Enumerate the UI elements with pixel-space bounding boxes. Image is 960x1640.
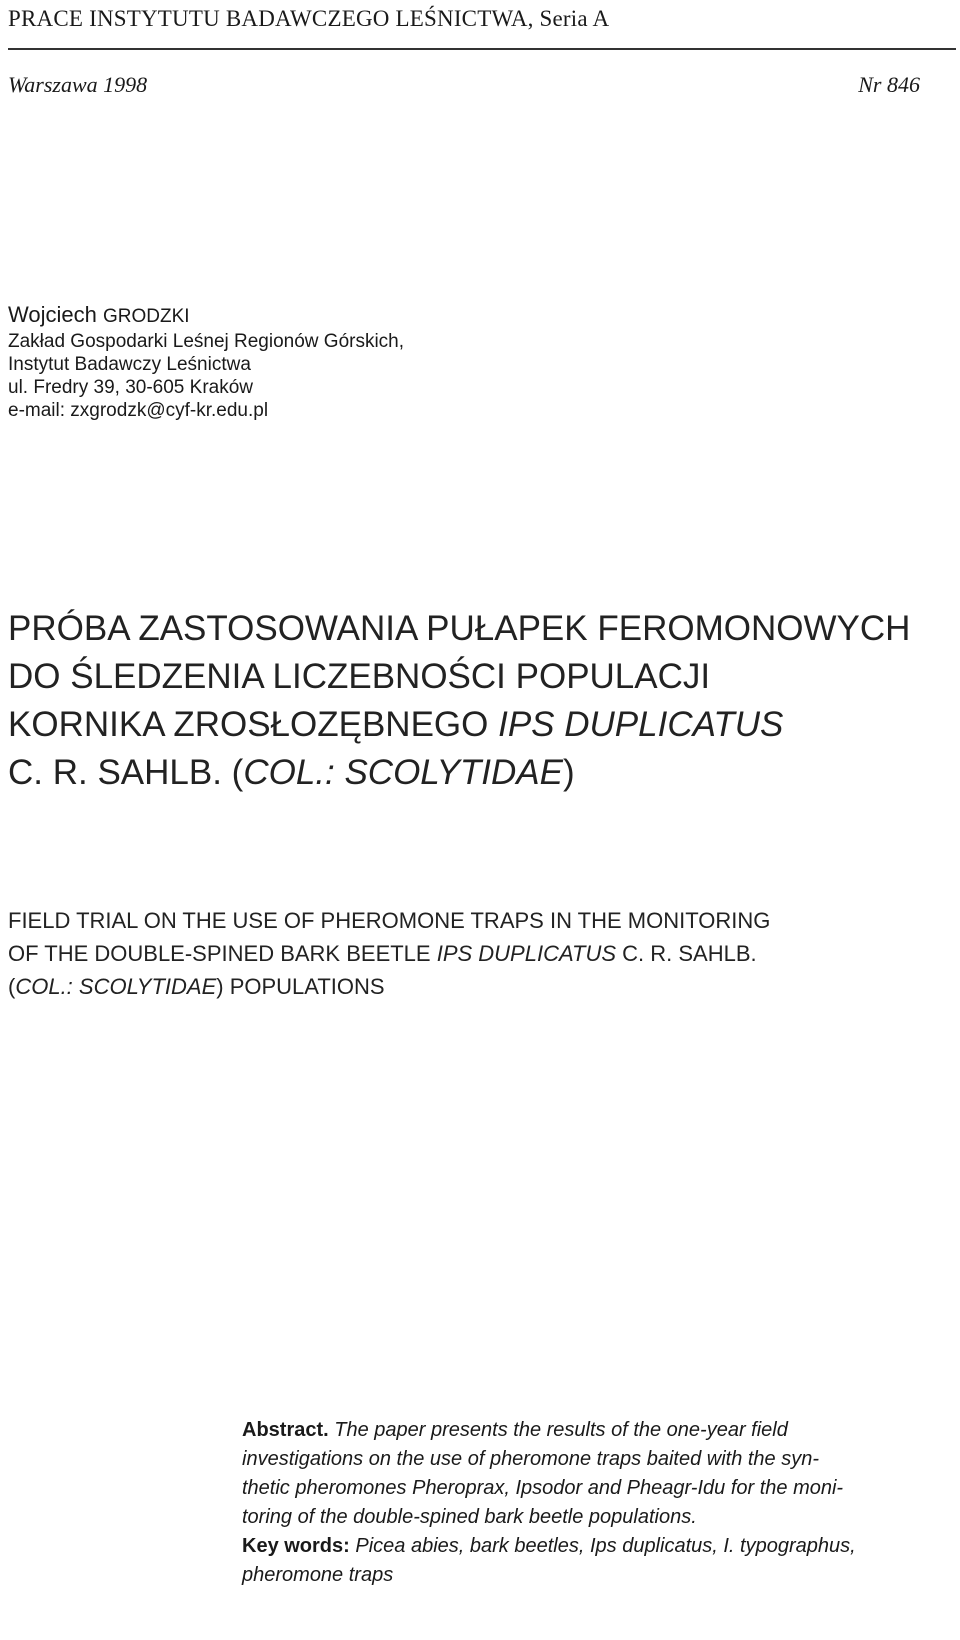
keywords-line: pheromone traps: [242, 1564, 394, 1586]
family-name: COL.: SCOLYTIDAE: [243, 753, 563, 792]
abstract-line: thetic pheromones Pheroprax, Ipsodor and Pheagr-Idu for the moni-: [242, 1477, 844, 1499]
abstract-label: Abstract.: [242, 1419, 329, 1441]
title-pl-text: C. R. SAHLB. (: [8, 753, 244, 792]
title-pl-line: [8, 701, 910, 749]
title-en-text: ) POPULATIONS: [216, 974, 385, 999]
journal-series-header: PRACE INSTYTUTU BADAWCZEGO LEŚNICTWA, Seria A: [8, 6, 610, 31]
abstract-line: investigations on the use of pheromone traps baited with the syn-: [242, 1448, 820, 1470]
keywords-line: [242, 1532, 950, 1561]
title-pl-text: KORNIKA ZROSŁOZĘBNEGO: [8, 705, 499, 744]
title-en-line: [8, 970, 770, 1003]
title-en-text: (: [8, 974, 16, 999]
issue-number: Nr 846: [858, 72, 920, 97]
abstract-line: toring of the double-spined bark beetle populations.: [242, 1506, 697, 1528]
title-en-text: C. R. SAHLB.: [616, 941, 757, 966]
place-year: Warszawa 1998: [8, 72, 148, 97]
affiliation-line: ul. Fredry 39, 30-605 Kraków: [8, 377, 254, 398]
keywords-label: Key words:: [242, 1535, 350, 1557]
author-email: e-mail: zxgrodzk@cyf-kr.edu.pl: [8, 400, 269, 421]
author-block: [8, 302, 404, 422]
title-en-line: [8, 937, 770, 970]
header-rule: [8, 48, 956, 50]
species-name: IPS DUPLICATUS: [436, 941, 617, 966]
title-en-line: FIELD TRIAL ON THE USE OF PHEROMONE TRAPS IN THE MONITORING: [8, 908, 771, 933]
abstract: [242, 1416, 950, 1590]
author-first-name: Wojciech: [8, 302, 97, 327]
title-polish: [8, 605, 910, 797]
title-english: [8, 904, 770, 1003]
title-pl-line: [8, 749, 910, 797]
affiliation-line: Instytut Badawczy Leśnictwa: [8, 354, 251, 375]
abstract-text: The paper presents the results of the one-year field: [334, 1419, 788, 1441]
title-pl-text: ): [562, 753, 575, 792]
author-name: [8, 302, 404, 330]
keywords-text: Picea abies, bark beetles, Ips duplicatus, I. typographus,: [355, 1535, 856, 1557]
title-pl-line: PRÓBA ZASTOSOWANIA PUŁAPEK FEROMONOWYCH: [8, 609, 911, 648]
author-surname: GRODZKI: [102, 306, 190, 327]
title-en-text: OF THE DOUBLE-SPINED BARK BEETLE: [8, 941, 437, 966]
family-name: COL.: SCOLYTIDAE: [15, 974, 217, 999]
species-name: IPS DUPLICATUS: [498, 705, 784, 744]
abstract-line: [242, 1416, 950, 1445]
title-pl-line: DO ŚLEDZENIA LICZEBNOŚCI POPULACJI: [8, 657, 711, 696]
affiliation-line: Zakład Gospodarki Leśnej Regionów Górskich,: [8, 331, 405, 352]
